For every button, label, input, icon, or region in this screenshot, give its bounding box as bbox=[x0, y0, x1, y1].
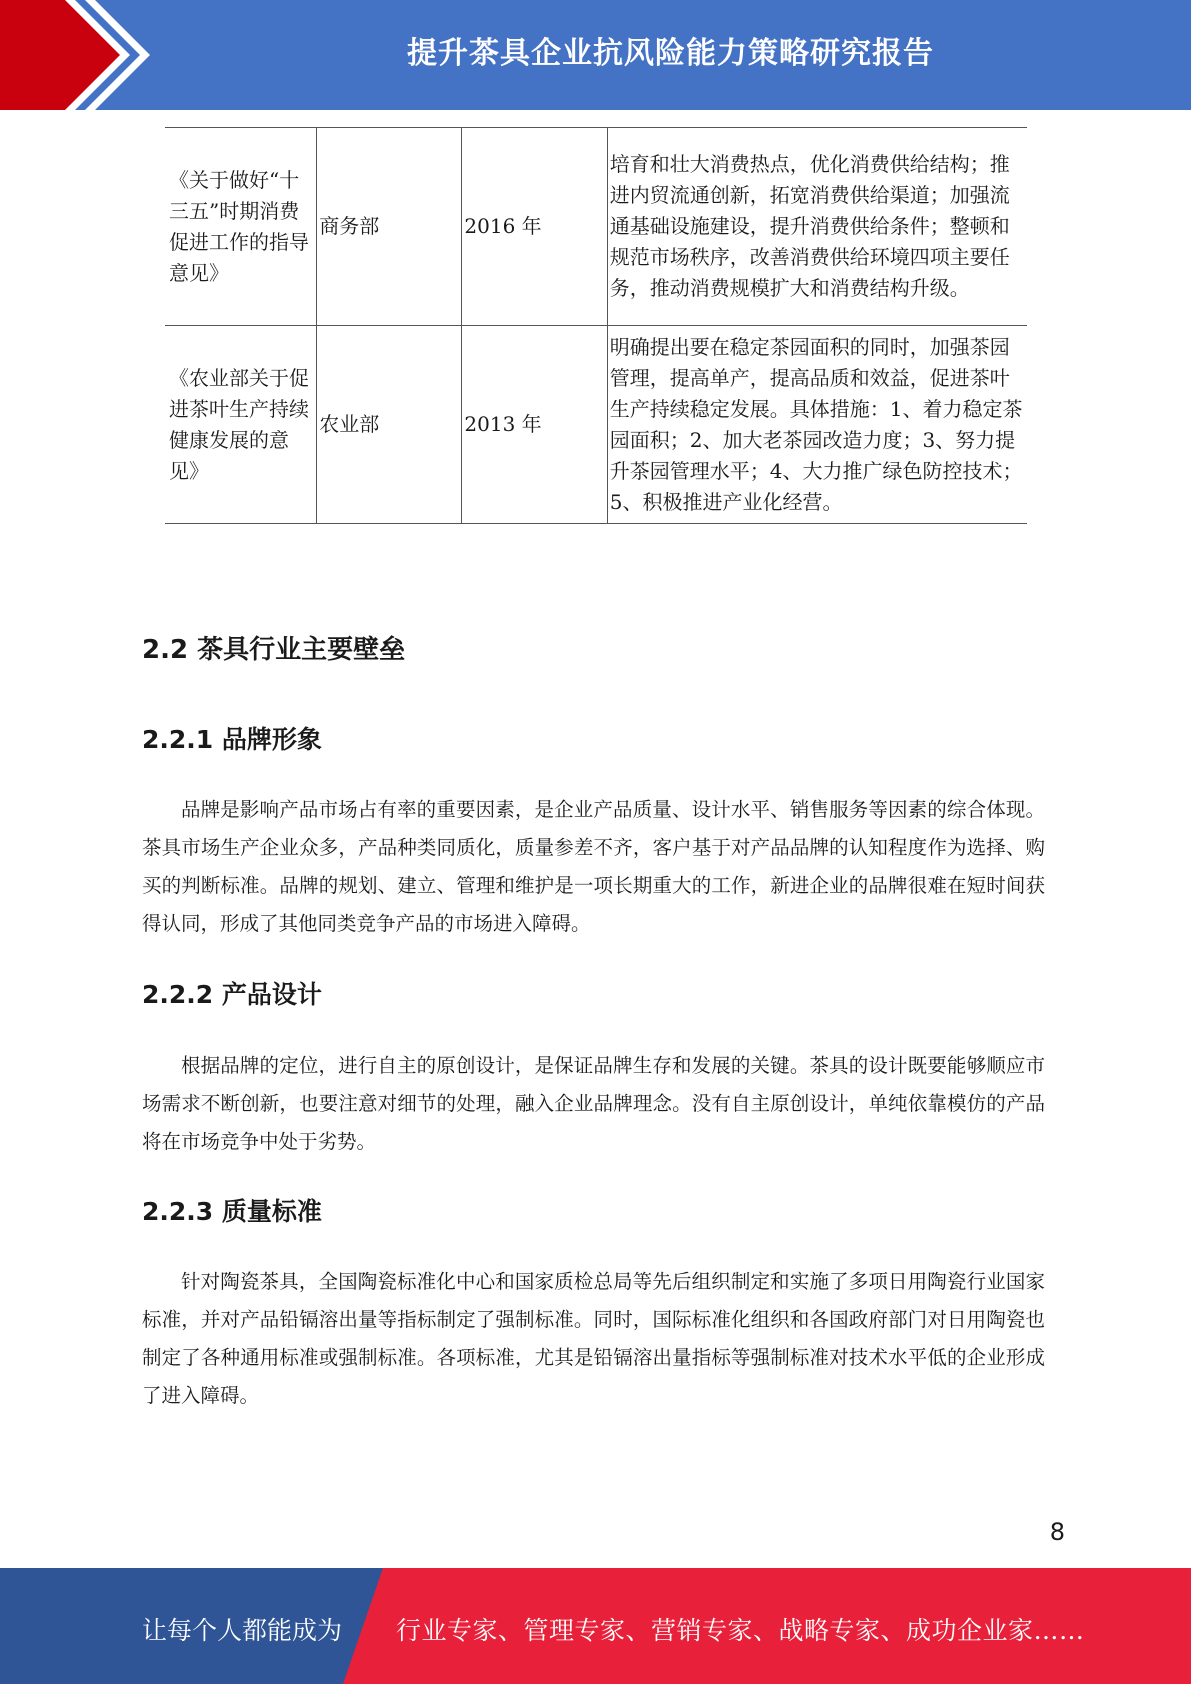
policy-department: 农业部 bbox=[317, 326, 462, 524]
paragraph-quality-standard: 针对陶瓷茶具，全国陶瓷标准化中心和国家质检总局等先后组织制定和实施了多项日用陶瓷行业国家标准，并对产品铅镉溶出量等指标制定了强制标准。同时，国际标准化组织和各国政府部门对日用陶瓷也制定了各种通用标准或强制标准。各项标准，尤其是铅镉溶出量指标等强制标准对技术水平低的企业形成了进入障碍。 bbox=[142, 1270, 1045, 1407]
policy-table bbox=[165, 127, 1027, 524]
page-footer bbox=[0, 1568, 1191, 1684]
section-heading-2-2: 2.2 茶具行业主要壁垒 bbox=[142, 635, 406, 665]
policy-name: 《关于做好“十三五”时期消费促进工作的指导意见》 bbox=[165, 128, 317, 326]
policy-year: 2013 年 bbox=[462, 326, 607, 524]
page-number: 8 bbox=[1049, 1518, 1065, 1546]
section-heading-2-2-3: 2.2.3 质量标准 bbox=[142, 1197, 322, 1226]
header-chevron-decoration bbox=[0, 0, 160, 110]
policy-department: 商务部 bbox=[317, 128, 462, 326]
paragraph-product-design: 根据品牌的定位，进行自主的原创设计，是保证品牌生存和发展的关键。茶具的设计既要能够顺应市场需求不断创新，也要注意对细节的处理，融入企业品牌理念。没有自主原创设计，单纯依靠模仿的产品将在市场竞争中处于劣势。 bbox=[142, 1054, 1045, 1153]
footer-slogan-left: 让每个人都能成为 bbox=[142, 1616, 343, 1645]
policy-name: 《农业部关于促进茶叶生产持续健康发展的意见》 bbox=[165, 326, 317, 524]
section-heading-2-2-1: 2.2.1 品牌形象 bbox=[142, 725, 322, 754]
policy-description: 培育和壮大消费热点，优化消费供给结构；推进内贸流通创新，拓宽消费供给渠道；加强流通基础设施建设，提升消费供给条件；整顿和规范市场秩序，改善消费供给环境四项主要任务，推动消费规模扩大和消费结构升级。 bbox=[607, 128, 1027, 326]
paragraph-brand-image: 品牌是影响产品市场占有率的重要因素，是企业产品质量、设计水平、销售服务等因素的综合体现。茶具市场生产企业众多，产品种类同质化，质量参差不齐，客户基于对产品品牌的认知程度作为选择、购买的判断标准。品牌的规划、建立、管理和维护是一项长期重大的工作，新进企业的品牌很难在短时间获得认同，形成了其他同类竞争产品的市场进入障碍。 bbox=[142, 798, 1045, 935]
table-row bbox=[165, 128, 1027, 326]
policy-description: 明确提出要在稳定茶园面积的同时，加强茶园管理，提高单产，提高品质和效益，促进茶叶生产持续稳定发展。具体措施：1、着力稳定茶园面积；2、加大老茶园改造力度；3、努力提升茶园管理水平；4、大力推广绿色防控技术；5、积极推进产业化经营。 bbox=[607, 326, 1027, 524]
section-heading-2-2-2: 2.2.2 产品设计 bbox=[142, 980, 322, 1009]
footer-slogan-right: 行业专家、管理专家、营销专家、战略专家、成功企业家…… bbox=[396, 1616, 1085, 1645]
page-header bbox=[0, 0, 1191, 110]
policy-year: 2016 年 bbox=[462, 128, 607, 326]
table-row bbox=[165, 326, 1027, 524]
report-title: 提升茶具企业抗风险能力策略研究报告 bbox=[407, 36, 934, 71]
